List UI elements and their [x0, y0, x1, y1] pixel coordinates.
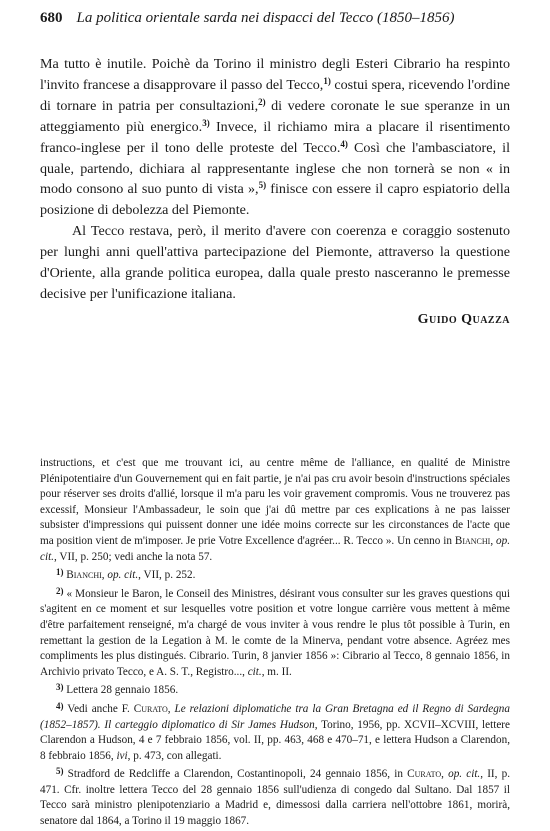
- footnote-5: $^{5)}$ Stradford de Redcliffe a Clarendon, Costantinopoli, 24 gennaio 1856, in Curato, op. cit., II, p. 471. Cfr. inoltre lettera Tecco del 28 gennaio 1856 sull'udienza di congedo dal Sultano. Dal 1857 il Tecco sarà ministro plenipotenziario a Madrid e, dimessosi dalla carriera nell'ottobre 1861, morirà, senatore dal 1864, a Torino il 19 maggio 1867.: [40, 766, 511, 828]
- footnote-2: $^{2)}$ « Monsieur le Baron, le Conseil des Ministres, désirant vous consulter sur les graves questions qui s'agitent en ce moment et sur lesquelles votre position et votre longue carrière vous mettent à même d'être parfaitement renseigné, m'a chargé de vous inviter à vous rendre le plus tôt possible à Turin, en remettant la gestion de la Legation à M. le comte de la Minerva, pendant votre absence. Agréez mes compliments les plus distingués. Cibrario. Turin, 8 janvier 1856 »: Cibrario al Tecco, 8 gennaio 1856, in Archivio privato Tecco, e A. S. T., Registro..., cit., m. II.: [40, 585, 510, 678]
- footnote-ref-3: 3): [202, 117, 210, 128]
- main-text: [40, 54, 510, 305]
- footnote-4: $^{4)}$ Vedi anche F. Curato, Le relazioni diplomatiche tra la Gran Bretagna ed il Regno di Sardegna (1852–1857). Il carteggio diplomatico di Sir James Hudson, Torino, 1956, pp. XCVII–XCVIII, lettere Clarendon a Hudson, 4 e 7 febbraio 1856, vol. II, pp. 463, 468 e 470–71, e lettera Hudson a Clarendon, 8 febbraio 1856, ivi, p. 473, con allegati.: [40, 700, 510, 762]
- footnote-1: $^{1)}$ Bianchi, op. cit., VII, p. 252.: [56, 567, 196, 582]
- page-number: 680: [40, 10, 63, 26]
- footnote-continuation: instructions, et c'est que me trouvant ici, au centre même de l'alliance, en qualité de Ministre Plénipotentiaire d'un Gouvernement qui en fait partie, je n'ai pas cru avoir besoin d'instructions spéciales pour réserver ses droits d'allié, lorsque il m'a paru les voir gravement compromis. Vous ne trouverez pas excessif, Monsieur l'Ambassadeur, le soin que j'ai dû mettre par ces explications à ne pas laisser subsister d'impressions qui puissent donner une idée moins correcte sur les circonstances de l'acte que ma position vient de m'imposer. Je prie Votre Excellence d'agréer... R. Tecco ». Un cenno in Bianchi, op. cit., VII, p. 250; vedi anche la nota 57.: [40, 457, 511, 563]
- running-header: [40, 10, 510, 27]
- footnote-ref-5: 5): [258, 180, 267, 191]
- footnote-3: $^{3)}$ Lettera 28 gennaio 1856.: [56, 682, 179, 697]
- running-title: La politica orientale sarda nei dispacci del Tecco (1850–1856): [76, 10, 455, 26]
- paragraph-1: Ma tutto è inutile. Poichè da Torino il ministro degli Esteri Cibrario ha respinto l'invito francese a disapprovare il passo del Tecco,$^{1)}$ costui spera, ricevendo l'ordine di tornare in patria per consultazioni,$^{2)}$ di vedere coronate le sue speranze in un atteggiamento più energico.$^{3)}$ Invece, il richiamo mira a placare il risentimento franco-inglese per il tono delle proteste del Tecco.$^{4)}$ Così che l'ambasciatore, il quale, partendo, dichiara al rappresentante inglese che non tornerà se non « in modo consono al suo punto di vista »,$^{5)}$ finisce con essere il capro espiatorio della posizione di debolezza del Piemonte.: [40, 56, 511, 219]
- footnote-ref-4: 4): [340, 138, 348, 149]
- footnote-ref-2: 2): [258, 96, 266, 107]
- paragraph-2: Al Tecco restava, però, il merito d'avere con coerenza e coraggio sostenuto per lunghi anni quell'attiva partecipazione del Piemonte, attraverso la questione d'Oriente, alla grande politica europea, dalla quale presto nasceranno le premesse decisive per l'unificazione italiana.: [40, 223, 510, 302]
- footnotes: [40, 456, 510, 830]
- author-signature: Guido Quazza: [417, 312, 510, 327]
- footnote-ref-1: 1): [323, 75, 331, 86]
